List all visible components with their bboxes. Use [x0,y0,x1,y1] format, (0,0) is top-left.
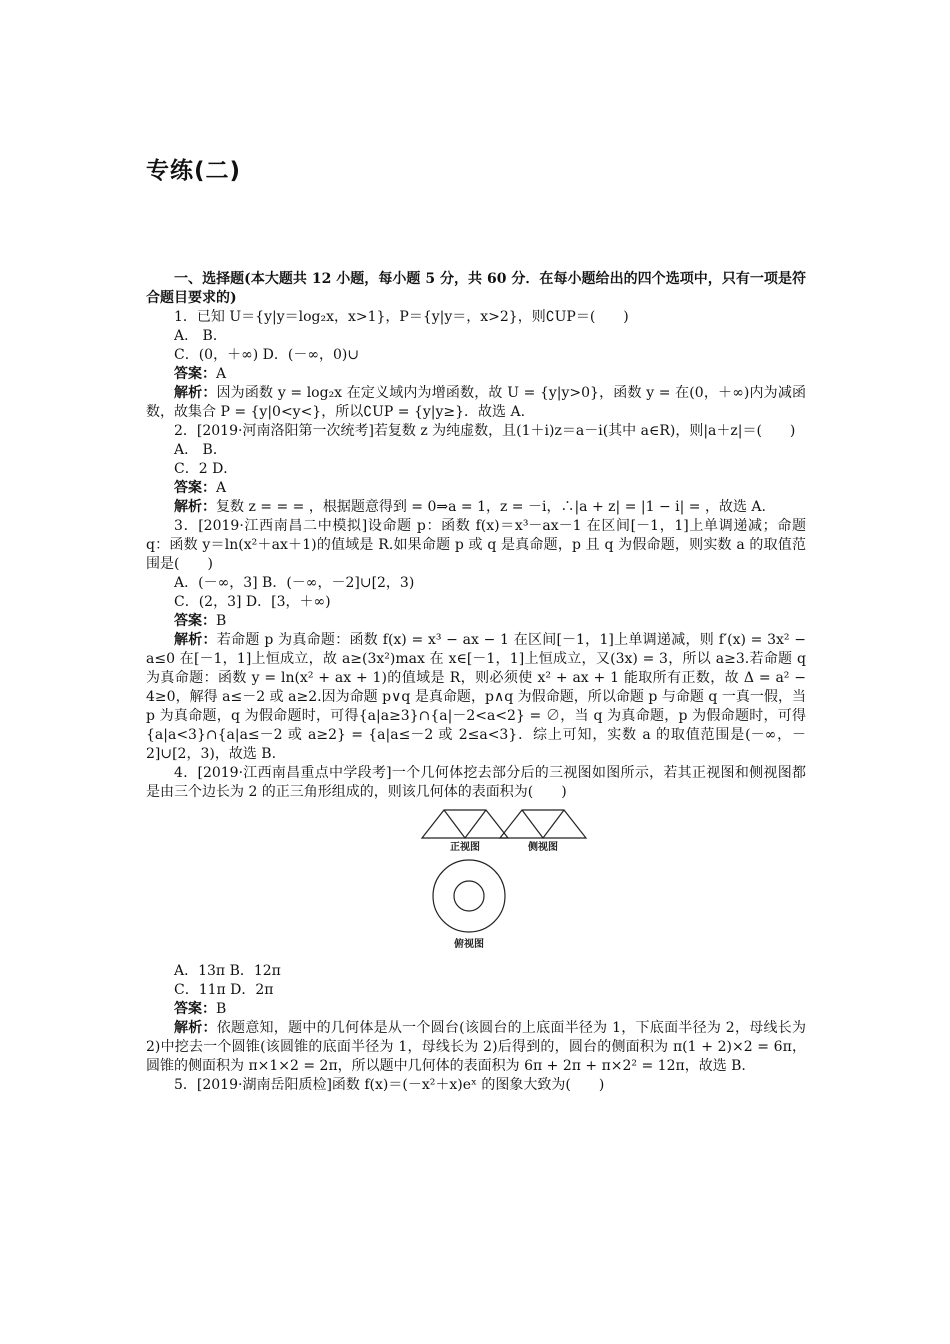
page-title: 专练(二) [146,158,242,184]
front-view-label: 正视图 [450,842,480,853]
q4-stem: 4．[2019·江西南昌重点中学段考]一个几何体挖去部分后的三视图如图所示，若其正视图和侧视图都是由三个边长为 2 的正三角形组成的，则该几何体的表面积为( ) [146,765,806,800]
three-view-figure [146,808,806,956]
q4-answer-value: B [216,1001,227,1017]
q3-analysis [146,631,806,764]
q3-stem: 3．[2019·江西南昌二中模拟]设命题 p：函数 f(x)＝x³－ax－1 在区间[－1，1]上单调递减；命题 q：函数 y＝ln(x²＋ax＋1)的值域是 R.如果命题 p 或 q 是真命题，p 且 q 为假命题，则实数 a 的取值范围是( ) [146,518,806,572]
q1-answer-value: A [216,366,227,382]
q4-answer-label: 答案： [174,1001,216,1017]
q4-analysis-label: 解析： [174,1020,217,1036]
q2-stem: 2．[2019·河南洛阳第一次统考]若复数 z 为纯虚数，且(1＋i)z＝a－i(其中 a∈R)，则|a＋z|＝( ) [174,423,796,439]
q1-stem: 1．已知 U＝{y|y＝log₂x，x>1}，P＝{y|y＝，x>2}，则∁UP＝( ) [174,309,629,325]
q3-answer-label: 答案： [174,613,216,629]
side-view-drawing [500,810,586,838]
q2-answer [146,479,806,498]
question-content [146,270,806,1095]
q1-answer-label: 答案： [174,366,216,382]
q2-analysis-label: 解析： [174,499,216,515]
top-view-label: 俯视图 [454,939,484,950]
top-view-drawing [433,860,505,932]
q2-analysis-text: 复数 z = = = ，根据题意得到 = 0⇒a = 1，z = －i，∴|a + z| = |1 − i| = ，故选 A. [216,499,766,515]
q1-analysis-label: 解析： [174,385,217,401]
q1-options-ab: A． B． [174,328,227,344]
q3-analysis-label: 解析： [174,632,217,648]
q3-analysis-text: 若命题 p 为真命题：函数 f(x) = x³ − ax − 1 在区间[－1，1]上单调递减，则 f′(x) = 3x² − a≤0 在[－1，1]上恒成立，故 a≥(3x²)max 在 x∈[－1，1]上恒成立，又(3x) = 3，所以 a≥3.若命题 q 为真命题：函数 y = ln(x² + ax + 1)的值域是 R，则必须使 x² + ax + 1 能取所有正数，故 Δ = a² − 4≥0，解得 a≤－2 或 a≥2.因为命题 p∨q 是真命题，p∧q 为假命题，所以命题 p 与命题 q 一真一假，当 p 为真命题，q 为假命题时，可得{a|a≥3}∩{a|－2<a<2} = ∅，当 q 为真命题，p 为假命题时，可得{a|a<3}∩{a|a≤－2 或 a≥2} = {a|a≤－2 或 2≤a<3}．综上可知，实数 a 的取值范围是(－∞，－2]∪[2，3)，故选 B. [146,632,806,762]
q4-answer [146,1000,806,1019]
q3-answer-value: B [216,613,227,629]
three-view-diagram [420,808,590,956]
q1-answer [146,365,806,384]
q2-options-cd: C．2 D． [174,461,238,477]
q1-analysis [146,384,806,422]
q1-analysis-text: 因为函数 y = log₂x 在定义域内为增函数，故 U = {y|y>0}，函数 y = 在(0，＋∞)内为减函数，故集合 P = {y|0<y<}，所以∁UP = {y|y≥}．故选 A. [146,385,806,420]
q2-analysis [146,498,806,517]
q4-analysis [146,1019,806,1076]
q4-options-cd: C．11π D．2π [174,982,274,998]
side-view-label: 侧视图 [528,842,558,853]
q4-analysis-text: 依题意知，题中的几何体是从一个圆台(该圆台的上底面半径为 1，下底面半径为 2，母线长为 2)中挖去一个圆锥(该圆锥的底面半径为 1，母线长为 2)后得到的，圆台的侧面积为 π(1 + 2)×2 = 6π，圆锥的侧面积为 π×1×2 = 2π，所以题中几何体的表面积为 6π + 2π + π×2² = 12π，故选 B. [146,1020,806,1074]
q2-answer-label: 答案： [174,480,216,496]
q2-options-ab: A． B． [174,442,227,458]
q5-stem: 5．[2019·湖南岳阳质检]函数 f(x)＝(－x²＋x)eˣ 的图象大致为( ) [174,1077,605,1093]
q3-answer [146,612,806,631]
front-view-drawing [422,810,508,838]
q2-answer-value: A [216,480,227,496]
q1-options-cd: C．(0，＋∞) D．(－∞，0)∪ [174,347,360,363]
q3-options-ab: A．(－∞，3] B．(－∞，－2]∪[2，3) [174,575,415,591]
q4-options-ab: A．13π B．12π [174,963,281,979]
section-heading: 一、选择题(本大题共 12 小题，每小题 5 分，共 60 分．在每小题给出的四个选项中，只有一项是符合题目要求的) [146,271,806,306]
q3-options-cd: C．(2，3] D．[3，＋∞) [174,594,331,610]
